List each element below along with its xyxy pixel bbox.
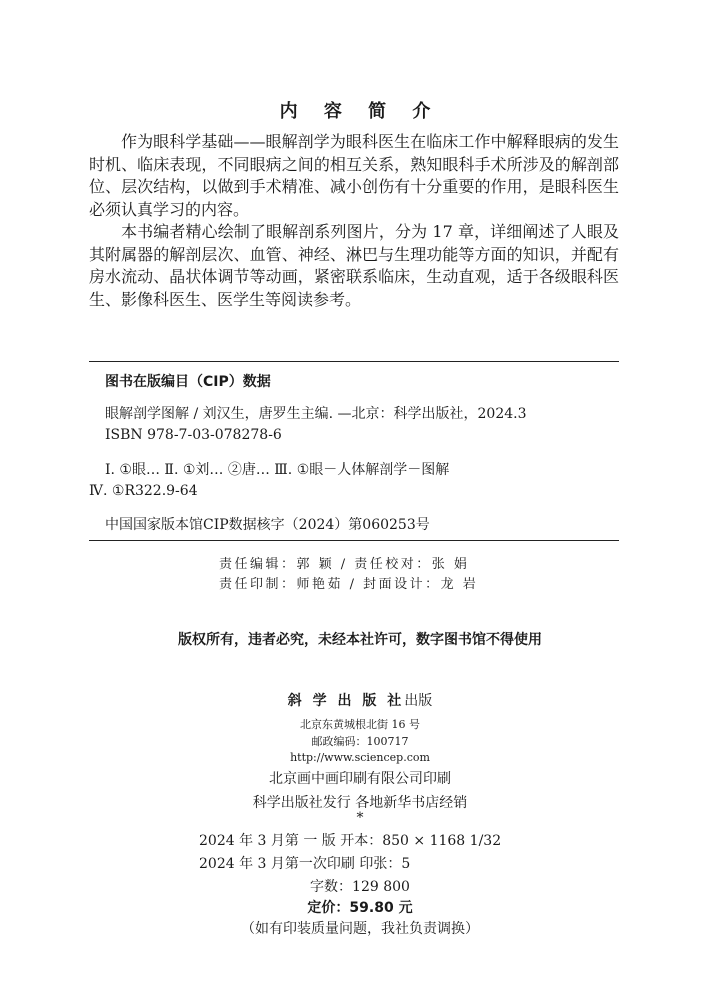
printing-line: 2024 年 3 月第一次印刷 印张：5 (199, 856, 411, 872)
publisher-postcode: 邮政编码：100717 (311, 735, 409, 748)
summary-section (89, 131, 619, 311)
editors-line: 责任印制：师艳茹 / 封面设计：龙 岩 (219, 577, 479, 592)
publisher-name: 斜 学 出 版 社 (287, 693, 405, 709)
divider-top (89, 361, 619, 362)
distributor-line: 科学出版社发行 各地新华书店经销 (252, 795, 468, 811)
page-title: 内 容 简 介 (279, 101, 441, 122)
cip-heading: 图书在版编目（CIP）数据 (105, 374, 271, 390)
printer-line: 北京画中画印刷有限公司印刷 (269, 771, 451, 787)
separator-star: * (356, 810, 364, 826)
cip-line-classification: Ⅰ. ①眼… Ⅱ. ①刘… ②唐… Ⅲ. ①眼－人体解剖学－图解 (105, 462, 450, 478)
editors-line: 责任编辑：郭 颖 / 责任校对：张 娟 (219, 557, 470, 572)
publisher-suffix: 出版 (404, 693, 433, 709)
publisher-address: 北京东黄城根北街 16 号 (300, 718, 420, 731)
quality-note: （如有印装质量问题，我社负责调换） (241, 921, 479, 937)
publisher-line (0, 690, 720, 710)
divider-bottom (89, 540, 619, 541)
price: 定价：59.80 元 (307, 900, 413, 916)
word-count: 字数：129 800 (310, 879, 410, 895)
publisher-website: http://www.sciencep.com (290, 751, 430, 764)
summary-paragraph: 作为眼科学基础——眼解剖学为眼科医生在临床工作中解释眼病的发生时机、临床表现，不同眼病之间的相互关系，熟知眼科手术所涉及的解剖部位、层次结构，以做到手术精准、减小创伤有十分重要的作用，是眼科医生必须认真学习的内容。 (89, 132, 619, 219)
summary-paragraph: 本书编者精心绘制了眼解剖系列图片，分为 17 章，详细阐述了人眼及其附属器的解剖层次、血管、神经、淋巴与生理功能等方面的知识，并配有房水流动、晶状体调节等动画，紧密联系临床，生动直观，适于各级眼科医生、影像科医生、医学生等阅读参考。 (89, 222, 619, 309)
edition-line: 2024 年 3 月第 一 版 开本：850 × 1168 1/32 (199, 833, 502, 849)
cip-line-isbn: ISBN 978-7-03-078278-6 (105, 427, 282, 443)
cip-line-call-number: Ⅳ. ①R322.9-64 (89, 483, 198, 499)
cip-line-record-number: 中国国家版本馆CIP数据核字（2024）第060253号 (105, 517, 430, 533)
cip-line-title: 眼解剖学图解 / 刘汉生，唐罗生主编. —北京：科学出版社，2024.3 (105, 406, 527, 422)
copyright-notice: 版权所有，违者必究，未经本社许可，数字图书馆不得使用 (178, 632, 542, 648)
